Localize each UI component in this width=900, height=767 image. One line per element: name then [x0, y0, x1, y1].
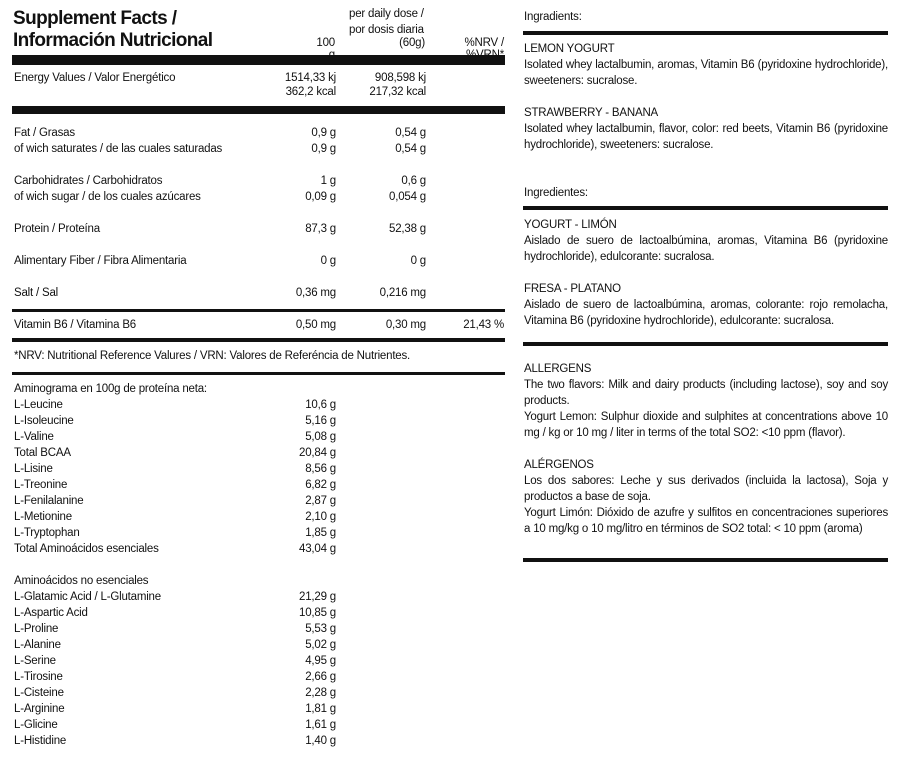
nutrient-row: [14, 189, 504, 205]
ingredients-en-divider: [523, 31, 888, 35]
energy-label: Energy Values / Valor Energético: [14, 72, 176, 84]
amino-name: L-Isoleucine: [14, 415, 74, 427]
amino-value: 5,08 g: [305, 431, 336, 443]
amino-row: [14, 509, 336, 525]
amino-row: [14, 413, 336, 429]
amino-value: 1,81 g: [305, 703, 336, 715]
ingredients-en-heading: Ingradients:: [524, 11, 582, 23]
nrv-note: *NRV: Nutritional Reference Valures / VRN: Valores de Referéncia de Nutrientes.: [14, 350, 411, 362]
nutrient-dose: 0,6 g: [401, 175, 426, 187]
nutrient-row: [14, 253, 504, 269]
amino-row: [14, 541, 336, 557]
allergens-en-title: ALLERGENS: [524, 363, 592, 375]
vitamin-divider: [12, 338, 505, 342]
energy-kcal-100g: 362,2 kcal: [285, 86, 336, 98]
note-divider: [12, 372, 505, 375]
energy-kj-dose: 908,598 kj: [374, 72, 426, 84]
amino-value: 2,28 g: [305, 687, 336, 699]
amino-name: L-Fenilalanine: [14, 495, 84, 507]
vitamin-100g: 0,50 mg: [295, 319, 336, 331]
amino-value: 10,85 g: [299, 607, 336, 619]
amino-name: L-Tirosine: [14, 671, 63, 683]
nutrient-dose: 0,54 g: [395, 127, 426, 139]
amino-value: 43,04 g: [299, 543, 336, 555]
amino-row: [14, 525, 336, 541]
ingredients-es-heading: Ingredientes:: [524, 187, 588, 199]
nutrient-100g: 0,09 g: [305, 191, 336, 203]
amino-value: 10,6 g: [305, 399, 336, 411]
amino-value: 2,10 g: [305, 511, 336, 523]
nutrient-row: [14, 125, 504, 141]
nutrient-row: [14, 173, 504, 189]
dose-header: [349, 6, 424, 38]
col-nrv-header: %NRV /: [464, 37, 504, 49]
ingredients-en-flavor2-text: Isolated whey lactalbumin, flavor, color: red beets, Vitamin B6 (pyridoxine hydrochloride), sweeteners: sucralose.: [524, 123, 888, 151]
ingredients-es-divider: [523, 206, 888, 210]
nutrient-label: of wich sugar / de los cuales azúcares: [14, 191, 201, 203]
amino-name: L-Arginine: [14, 703, 65, 715]
amino-name: L-Lisine: [14, 463, 53, 475]
nutrient-row: [14, 141, 504, 157]
col-dose-amount-header: (60g): [399, 37, 425, 49]
amino-name: L-Metionine: [14, 511, 72, 523]
amino-value: 5,16 g: [305, 415, 336, 427]
amino-row: [14, 493, 336, 509]
amino-name: L-Tryptophan: [14, 527, 80, 539]
allergens-divider-bottom: [523, 558, 888, 562]
amino-name: L-Glicine: [14, 719, 58, 731]
nutrient-100g: 0 g: [320, 255, 336, 267]
header-divider: [12, 55, 505, 65]
amino-value: 4,95 g: [305, 655, 336, 667]
amino-row: [14, 717, 336, 733]
amino-row: [14, 445, 336, 461]
dose-header-line1: per daily dose /: [349, 8, 424, 20]
amino-value: 20,84 g: [299, 447, 336, 459]
amino-row: [14, 637, 336, 653]
nutrient-100g: 0,36 mg: [295, 287, 336, 299]
amino-value: 2,66 g: [305, 671, 336, 683]
amino-row: [14, 429, 336, 445]
vitamin-nrv: 21,43 %: [463, 319, 504, 331]
ingredients-es-flavor2-text: Aislado de suero de lactoalbúmina, aromas, colorante: rojo remolacha, Vitamina B6 (pyridoxine hydrochloride), edulcorante: sucralosa.: [524, 299, 888, 327]
nutrient-label: Alimentary Fiber / Fibra Alimentaria: [14, 255, 187, 267]
page-title: Supplement Facts /: [13, 8, 177, 29]
amino-value: 5,53 g: [305, 623, 336, 635]
amino-value: 8,56 g: [305, 463, 336, 475]
nutrient-100g: 0,9 g: [311, 143, 336, 155]
page-subtitle: Información Nutricional: [13, 30, 213, 51]
allergens-en-text2: Yogurt Lemon: Sulphur dioxide and sulphites at concentrations above 10 mg / kg or 10 mg / liter in terms of the total SO2: <10 ppm (flavor).: [524, 411, 888, 439]
amino-name: L-Leucine: [14, 399, 63, 411]
dose-header-line2: por dosis diaria: [349, 24, 424, 36]
ingredients-en-flavor1-text: Isolated whey lactalbumin, aromas, Vitamin B6 (pyridoxine hydrochloride), sweeteners: sucralose.: [524, 59, 888, 87]
energy-kj-100g: 1514,33 kj: [284, 72, 336, 84]
vitamin-row: [14, 317, 504, 333]
allergens-es-text2: Yogurt Limón: Dióxido de azufre y sulfitos en concentraciones superiores a 10 mg/kg o 10 mg/litro en términos de SO2 total: < 10 ppm (aroma): [524, 507, 888, 535]
amino-row: [14, 461, 336, 477]
nutrient-100g: 0,9 g: [311, 127, 336, 139]
nonessential-heading: Aminoácidos no esenciales: [14, 575, 149, 587]
ingredients-en-flavor2-title: STRAWBERRY - BANANA: [524, 107, 659, 119]
nutrient-row: [14, 285, 504, 301]
amino-value: 1,61 g: [305, 719, 336, 731]
allergens-divider-top: [523, 342, 888, 346]
amino-name: L-Serine: [14, 655, 56, 667]
nutrient-dose: 0 g: [410, 255, 426, 267]
nutrient-dose: 0,54 g: [395, 143, 426, 155]
amino-row: [14, 397, 336, 413]
nutrient-label: Protein / Proteína: [14, 223, 100, 235]
allergens-en-text1: The two flavors: Milk and dairy products (including lactose), soy and soy products.: [524, 379, 888, 407]
amino-value: 21,29 g: [299, 591, 336, 603]
energy-kcal-row: [14, 84, 504, 100]
amino-name: L-Glatamic Acid / L-Glutamine: [14, 591, 161, 603]
amino-name: L-Aspartic Acid: [14, 607, 88, 619]
nutrient-label: Fat / Grasas: [14, 127, 75, 139]
amino-name: L-Valine: [14, 431, 54, 443]
allergens-es-title: ALÉRGENOS: [524, 459, 594, 471]
amino-row: [14, 605, 336, 621]
nutrient-dose: 0,216 mg: [379, 287, 426, 299]
vitamin-dose: 0,30 mg: [385, 319, 426, 331]
amino-name: L-Cisteine: [14, 687, 64, 699]
amino-name: L-Histidine: [14, 735, 67, 747]
nutrient-label: Carbohidrates / Carbohidratos: [14, 175, 163, 187]
amino-row: [14, 621, 336, 637]
amino-value: 5,02 g: [305, 639, 336, 651]
amino-row: [14, 701, 336, 717]
ingredients-es-flavor1-title: YOGURT - LIMÓN: [524, 219, 617, 231]
amino-name: Total Aminoácidos esenciales: [14, 543, 159, 555]
nutrient-label: Salt / Sal: [14, 287, 59, 299]
amino-row: [14, 589, 336, 605]
col-100g-header: 100: [316, 37, 335, 49]
nutrient-label: of wich saturates / de las cuales saturadas: [14, 143, 223, 155]
amino-row: [14, 733, 336, 749]
vitamin-label: Vitamin B6 / Vitamina B6: [14, 319, 136, 331]
nutrient-dose: 0,054 g: [389, 191, 426, 203]
amino-value: 1,40 g: [305, 735, 336, 747]
amino-value: 1,85 g: [305, 527, 336, 539]
nutrient-dose: 52,38 g: [389, 223, 426, 235]
amino-value: 2,87 g: [305, 495, 336, 507]
amino-row: [14, 477, 336, 493]
amino-value: 6,82 g: [305, 479, 336, 491]
salt-divider: [12, 309, 505, 312]
amino-name: L-Proline: [14, 623, 59, 635]
ingredients-en-flavor1-title: LEMON YOGURT: [524, 43, 615, 55]
nutrient-row: [14, 221, 504, 237]
aminogram-heading: Aminograma en 100g de proteína neta:: [14, 383, 207, 395]
amino-row: [14, 653, 336, 669]
amino-name: Total BCAA: [14, 447, 71, 459]
energy-divider: [12, 106, 505, 114]
nutrient-100g: 87,3 g: [305, 223, 336, 235]
energy-kcal-dose: 217,32 kcal: [369, 86, 426, 98]
allergens-es-text1: Los dos sabores: Leche y sus derivados (incluida la lactosa), Soja y productos a base de soja.: [524, 475, 888, 503]
amino-row: [14, 669, 336, 685]
amino-row: [14, 685, 336, 701]
amino-name: L-Alanine: [14, 639, 61, 651]
ingredients-es-flavor2-title: FRESA - PLATANO: [524, 283, 621, 295]
ingredients-es-flavor1-text: Aislado de suero de lactoalbúmina, aromas, Vitamina B6 (pyridoxine hydrochloride), edulcorante: sucralosa.: [524, 235, 888, 263]
nutrient-100g: 1 g: [320, 175, 336, 187]
amino-name: L-Treonine: [14, 479, 68, 491]
